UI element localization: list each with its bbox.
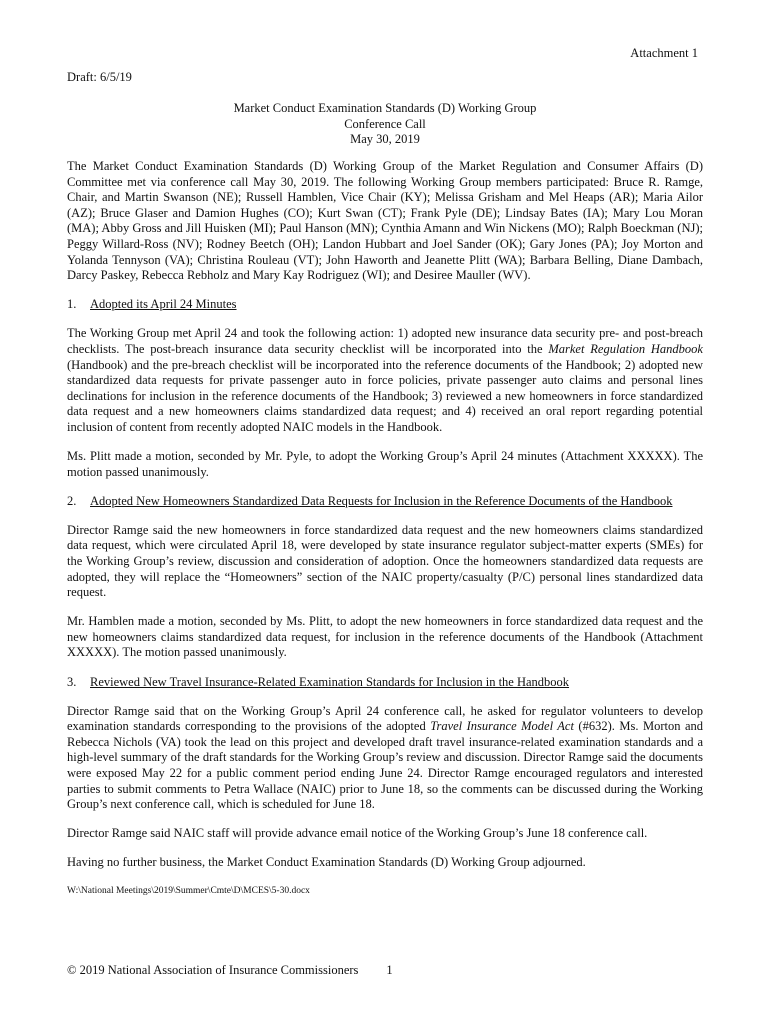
section-3-paragraph-2: Director Ramge said NAIC staff will provide advance email notice of the Working Group’s June 18 conference call. (67, 826, 648, 841)
text-run: (Handbook) and the pre-breach checklist will be incorporated into the reference documents of the Handbook; 2) adopted new standardized data requests for private passenger auto in force policies, private passenger auto claims and personal lines declinations for inclusion in the reference documents of the Handbook; 3) reviewed a new homeowners in force standardized data request and a new homeowners claims standardized data request; and 4) received an oral report regarding potential inclusion of content from recently adopted NAIC models in the Handbook. (67, 357, 703, 434)
section-1-heading (67, 297, 703, 313)
section-3-heading (67, 675, 703, 691)
intro-paragraph: The Market Conduct Examination Standards (D) Working Group of the Market Regulation and Consumer Affairs (D) Committee met via conference call May 30, 2019. The following Working Group members participated: Bruce R. Ramge, Chair, and Martin Swanson (NE); Russell Hamblen, Vice Chair (KY); Melissa Grisham and Mel Heaps (AR); Maria Ailor (AZ); Bruce Glaser and Damion Hughes (CO); Kurt Swan (CT); Frank Pyle (DE); Lindsay Bates (IA); Mary Lou Moran (MA); Abby Gross and Jill Huisken (MI); Paul Hanson (MN); Cynthia Amann and Win Nickens (MO); Ralph Boeckman (NJ); Peggy Willard-Ross (NV); Rodney Beetch (OH); Landon Hubbart and Joel Sander (OK); Gary Jones (PA); Joy Morton and Yolanda Tennyson (VA); Christina Rouleau (VT); John Haworth and Jeanette Plitt (WA); Barbara Belling, Diane Dambach, Darcy Paskey, Rebecca Rebholz and Mary Kay Rodriguez (WI); and Desiree Mauller (WV). (67, 159, 703, 283)
title-meeting-type: Conference Call (344, 116, 426, 131)
section-2-paragraph-1: Director Ramge said the new homeowners in force standardized data request and the new homeowners claims standardized data request, which were circulated April 18, were developed by state insurance regulator subject-matter experts (SMEs) for the Working Group’s review, discussion and consideration of adoption. Once the homeowners standardized data requests are adopted, they will replace the “Homeowners” section of the NAIC property/casualty (P/C) personal lines standardized data request. (67, 522, 703, 600)
section-number: 2. (67, 493, 77, 508)
title-block (0, 101, 770, 148)
section-2-paragraph-2: Mr. Hamblen made a motion, seconded by Ms. Plitt, to adopt the new homeowners in force standardized data request and the new homeowners claims standardized data request, for inclusion in the reference documents of the Handbook (Attachment XXXXX). The motion passed unanimously. (67, 614, 703, 660)
attachment-label: Attachment 1 (630, 46, 698, 60)
section-3-paragraph-1 (67, 704, 703, 813)
text-run: Director Ramge said that on the Working Group’s April 24 conference call, he asked for regulator volunteers to develop examination standards corresponding to the provisions of the adopted (67, 703, 703, 734)
italic-title: Travel Insurance Model Act (430, 719, 574, 734)
title-group-name: Market Conduct Examination Standards (D) Working Group (233, 101, 537, 115)
title-date: May 30, 2019 (350, 132, 420, 146)
section-title: Reviewed New Travel Insurance-Related Examination Standards for Inclusion in the Handbook (90, 674, 570, 689)
section-title: Adopted New Homeowners Standardized Data Requests for Inclusion in the Reference Documents of the Handbook (90, 493, 673, 508)
draft-date: Draft: 6/5/19 (67, 70, 132, 84)
section-title: Adopted its April 24 Minutes (90, 297, 237, 312)
closing-paragraph: Having no further business, the Market Conduct Examination Standards (D) Working Group adjourned. (67, 855, 586, 870)
section-1-paragraph-1 (67, 326, 703, 435)
file-path: W:\National Meetings\2019\Summer\Cmte\D\MCES\5-30.docx (67, 886, 310, 897)
section-number: 3. (67, 674, 77, 689)
text-run: The Working Group met April 24 and took the following action: 1) adopted new insurance data security pre- and post-breach checklists. The post-breach insurance data security checklist will be incorporated into the (67, 326, 703, 356)
italic-title: Market Regulation Handbook (548, 341, 703, 356)
text-run: (#632). Ms. Morton and Rebecca Nichols (VA) took the lead on this project and developed draft travel insurance-related examination standards and a high-level summary of the draft standards for the Working Group’s review and discussion. Director Ramge said the documents were exposed May 22 for a public comment period ending June 24. Director Ramge encouraged regulators and interested parties to submit comments to Petra Wallace (NAIC) prior to June 18, so the comments can be discussed during the Working Group’s next conference call, which is scheduled for June 18. (67, 719, 703, 812)
document-body (67, 159, 703, 900)
copyright-notice: © 2019 National Association of Insurance Commissioners (67, 963, 359, 977)
section-1-paragraph-2: Ms. Plitt made a motion, seconded by Mr. Pyle, to adopt the Working Group’s April 24 minutes (Attachment XXXXX). The motion passed unanimously. (67, 449, 703, 479)
page-footer (67, 963, 393, 978)
section-number: 1. (67, 297, 77, 312)
page-number: 1 (386, 963, 393, 977)
section-2-heading (67, 494, 703, 510)
